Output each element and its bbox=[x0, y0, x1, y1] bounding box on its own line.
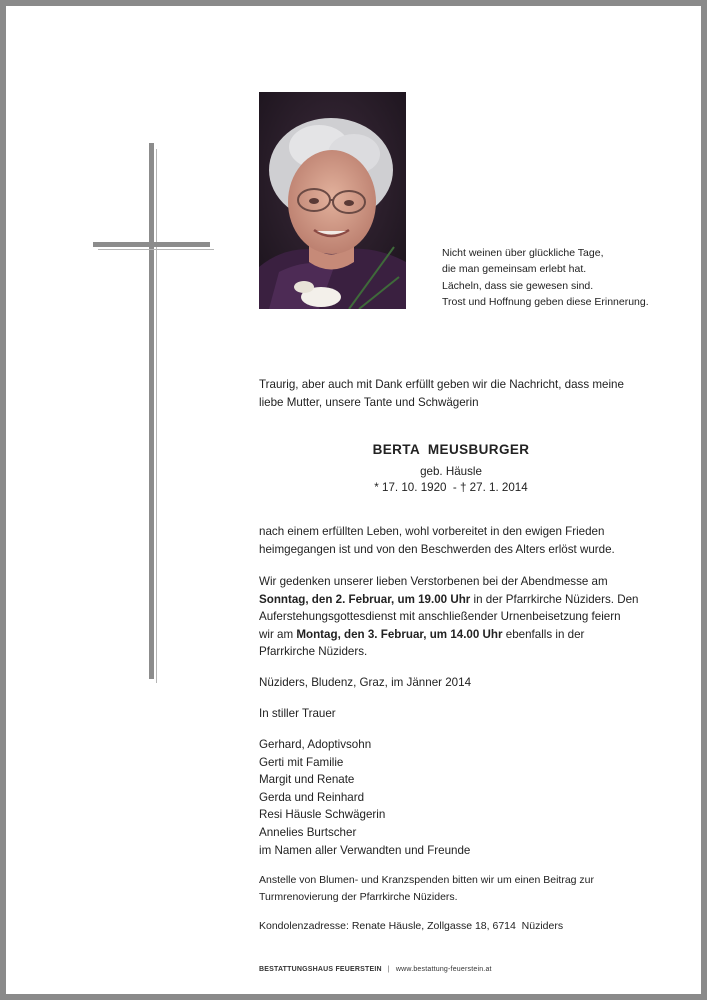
passing-line: nach einem erfüllten Leben, wohl vorbereitet in den ewigen Frieden bbox=[259, 525, 605, 538]
birth-name: geb. Häusle bbox=[420, 465, 482, 478]
sunday-mass-date: Sonntag, den 2. Februar, um 19.00 Uhr bbox=[259, 592, 471, 606]
mass-line-start: wir am bbox=[259, 627, 297, 641]
life-dates: * 17. 10. 1920 - † 27. 1. 2014 bbox=[374, 481, 528, 494]
mass-line-rest: ebenfalls in der bbox=[502, 627, 585, 641]
donation-note bbox=[259, 872, 594, 906]
deceased-name: BERTA MEUSBURGER bbox=[372, 442, 530, 457]
footer-separator: | bbox=[387, 966, 390, 973]
mourner: Gerhard, Adoptivsohn bbox=[259, 738, 372, 751]
mourner: Resi Häusle Schwägerin bbox=[259, 808, 386, 822]
donation-line: Turmrenovierung der Pfarrkirche Nüziders. bbox=[259, 891, 458, 903]
portrait-photo bbox=[259, 92, 406, 309]
cross-horizontal-bar bbox=[93, 242, 210, 247]
mourning-line: In stiller Trauer bbox=[259, 707, 336, 720]
mass-line: Auferstehungsgottesdienst mit anschließender Urnenbeisetzung feiern bbox=[259, 610, 621, 624]
poem-line: Lächeln, dass sie gewesen sind. bbox=[442, 279, 594, 292]
company-name: BESTATTUNGSHAUS FEUERSTEIN bbox=[259, 966, 382, 973]
place-date: Nüziders, Bludenz, Graz, im Jänner 2014 bbox=[259, 676, 472, 689]
poem-line: die man gemeinsam erlebt hat. bbox=[442, 263, 587, 276]
mass-line-rest: in der Pfarrkirche Nüziders. Den bbox=[470, 592, 639, 606]
intro-text bbox=[259, 376, 624, 411]
poem bbox=[442, 245, 649, 310]
mass-line: Wir gedenken unserer lieben Verstorbenen bei der Abendmesse am bbox=[259, 575, 608, 588]
cross-vertical-shadow bbox=[156, 149, 157, 683]
mass-info bbox=[259, 573, 639, 661]
passing-line: heimgegangen ist und von den Beschwerden des Alters erlöst wurde. bbox=[259, 542, 615, 556]
mourners-list bbox=[259, 736, 470, 859]
mourner: Margit und Renate bbox=[259, 773, 355, 787]
mourner: Gerti mit Familie bbox=[259, 755, 344, 769]
mass-line bbox=[259, 626, 639, 644]
poem-line: Nicht weinen über glückliche Tage, bbox=[442, 247, 604, 259]
mass-line: Pfarrkirche Nüziders. bbox=[259, 645, 368, 659]
donation-line: Anstelle von Blumen- und Kranzspenden bitten wir um einen Beitrag zur bbox=[259, 874, 595, 886]
mass-line bbox=[259, 591, 639, 609]
company-website[interactable]: www.bestattung-feuerstein.at bbox=[395, 966, 492, 973]
monday-burial-date: Montag, den 3. Februar, um 14.00 Uhr bbox=[296, 627, 503, 641]
passing-text bbox=[259, 523, 615, 558]
mourner: im Namen aller Verwandten und Freunde bbox=[259, 843, 471, 857]
poem-line: Trost und Hoffnung geben diese Erinnerung. bbox=[442, 295, 649, 308]
mourner: Annelies Burtscher bbox=[259, 825, 357, 839]
cross-vertical-bar bbox=[149, 143, 154, 679]
intro-line: Traurig, aber auch mit Dank erfüllt geben wir die Nachricht, dass meine bbox=[259, 378, 624, 391]
mourner: Gerda und Reinhard bbox=[259, 790, 365, 804]
cross-horizontal-shadow bbox=[98, 249, 214, 250]
intro-line: liebe Mutter, unsere Tante und Schwägerin bbox=[259, 395, 479, 409]
footer bbox=[259, 966, 492, 973]
condolence-address: Kondolenzadresse: Renate Häusle, Zollgasse 18, 6714 Nüziders bbox=[259, 920, 564, 932]
